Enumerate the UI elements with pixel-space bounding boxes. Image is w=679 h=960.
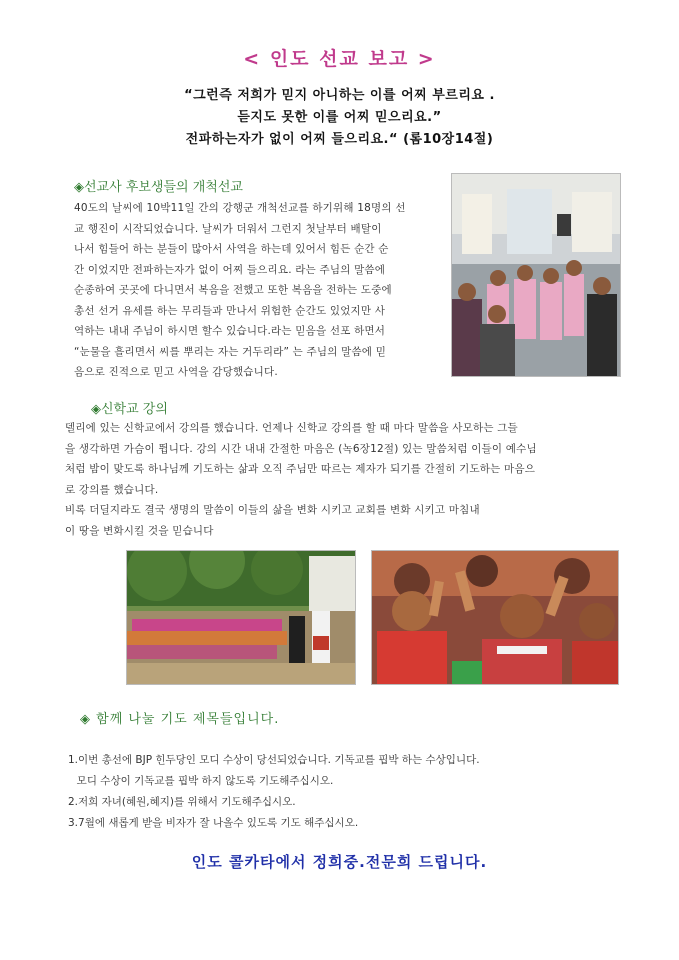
section2-line: 로 강의를 했습니다. <box>65 483 159 496</box>
section2-line: 이 땅을 변화시킬 것을 믿습니다 <box>65 524 214 537</box>
page-title: < 인도 선교 보고 > <box>243 48 436 70</box>
photo-students-classroom <box>451 173 621 377</box>
closing-signature: 인도 콜카타에서 정희중.전문희 드립니다. <box>191 853 488 871</box>
verse-line-3: 전파하는자가 없이 어찌 들으리요.“ (롬10장14절) <box>185 132 494 147</box>
section1-line: 간 이었지만 전파하는자가 없이 어찌 들으리요. 라는 주님의 말씀에 <box>74 263 386 276</box>
section2-line: 비록 더딜지라도 결국 생명의 말씀이 이들의 삶을 변화 시키고 교회를 변화 시키고 마침내 <box>65 504 480 516</box>
prayer-item: 2.저희 자녀(혜원,혜지)를 위해서 기도해주십시오. <box>68 796 296 808</box>
section-heading-seminary-lecture: ◈신학교 강의 <box>91 402 168 417</box>
section2-line: 처럼 밤이 맞도록 하나님께 기도하는 삶과 오직 주님만 따르는 제자가 되기를 간절히 기도하는 마음으 <box>65 463 536 475</box>
section1-line: 순종하여 곳곳에 다니면서 복음을 전했고 또한 복음을 전하는 도중에 <box>74 284 392 296</box>
section1-line: 40도의 날씨에 10박11일 간의 강행군 개척선교를 하기위해 18명의 선 <box>74 202 406 214</box>
photo-children-praying-image <box>372 551 618 684</box>
section-heading-pioneer-mission: ◈선교사 후보생들의 개척선교 <box>74 180 243 195</box>
section1-line: 교 행진이 시작되었습니다. 날씨가 더워서 그런지 첫날부터 배탈이 <box>74 222 382 235</box>
section2-paragraph <box>65 418 617 541</box>
section1-paragraph <box>74 198 442 383</box>
verse-line-1: “그런즉 저희가 믿지 아니하는 이를 어찌 부르리요 . <box>184 88 495 103</box>
verse-line-2: 듣지도 못한 이를 어찌 믿으리요.” <box>237 110 442 125</box>
photo-children-praying <box>371 550 619 685</box>
section-heading-prayer-requests: ◈ 함께 나눌 기도 제목들입니다. <box>80 712 280 727</box>
prayer-item: 모디 수상이 기독교를 핍박 하지 않도록 기도해주십시오. <box>70 775 334 787</box>
prayer-item: 1.이번 총선에 BJP 힌두당인 모디 수상이 당선되었습니다. 기독교를 핍박 하는 수상입니다. <box>68 754 480 766</box>
section1-line: 나서 힘들어 하는 분들이 많아서 사역을 하는데 있어서 힘든 순간 순 <box>74 243 389 255</box>
section2-line: 델리에 있는 신학교에서 강의를 했습니다. 언제나 신학교 강의를 할 때 마다 말씀을 사모하는 그들 <box>65 422 518 434</box>
section1-line: 총선 선거 유세를 하는 무리들과 만나서 위험한 순간도 있었지만 사 <box>74 304 386 317</box>
section1-line: 역하는 내내 주님이 하시면 할수 있습니다.라는 믿음을 선포 하면서 <box>74 325 386 337</box>
section1-line: 음으로 진적으로 믿고 사역을 감당했습니다. <box>74 366 278 378</box>
photo-students-classroom-image <box>452 174 620 376</box>
section2-line: 을 생각하면 가슴이 뜁니다. 강의 시간 내내 간절한 마음은 (녹6장12절) 있는 말씀처럼 이들이 예수님 <box>65 442 537 455</box>
section1-line: “눈물을 흘리면서 씨를 뿌리는 자는 거두리라” 는 주님의 말씀에 믿 <box>74 345 387 358</box>
prayer-item: 3.7월에 새롭게 받을 비자가 잘 나올수 있도록 기도 해주십시오. <box>68 817 359 829</box>
photo-outdoor-gathering-image <box>127 551 355 684</box>
photo-outdoor-gathering <box>126 550 356 685</box>
